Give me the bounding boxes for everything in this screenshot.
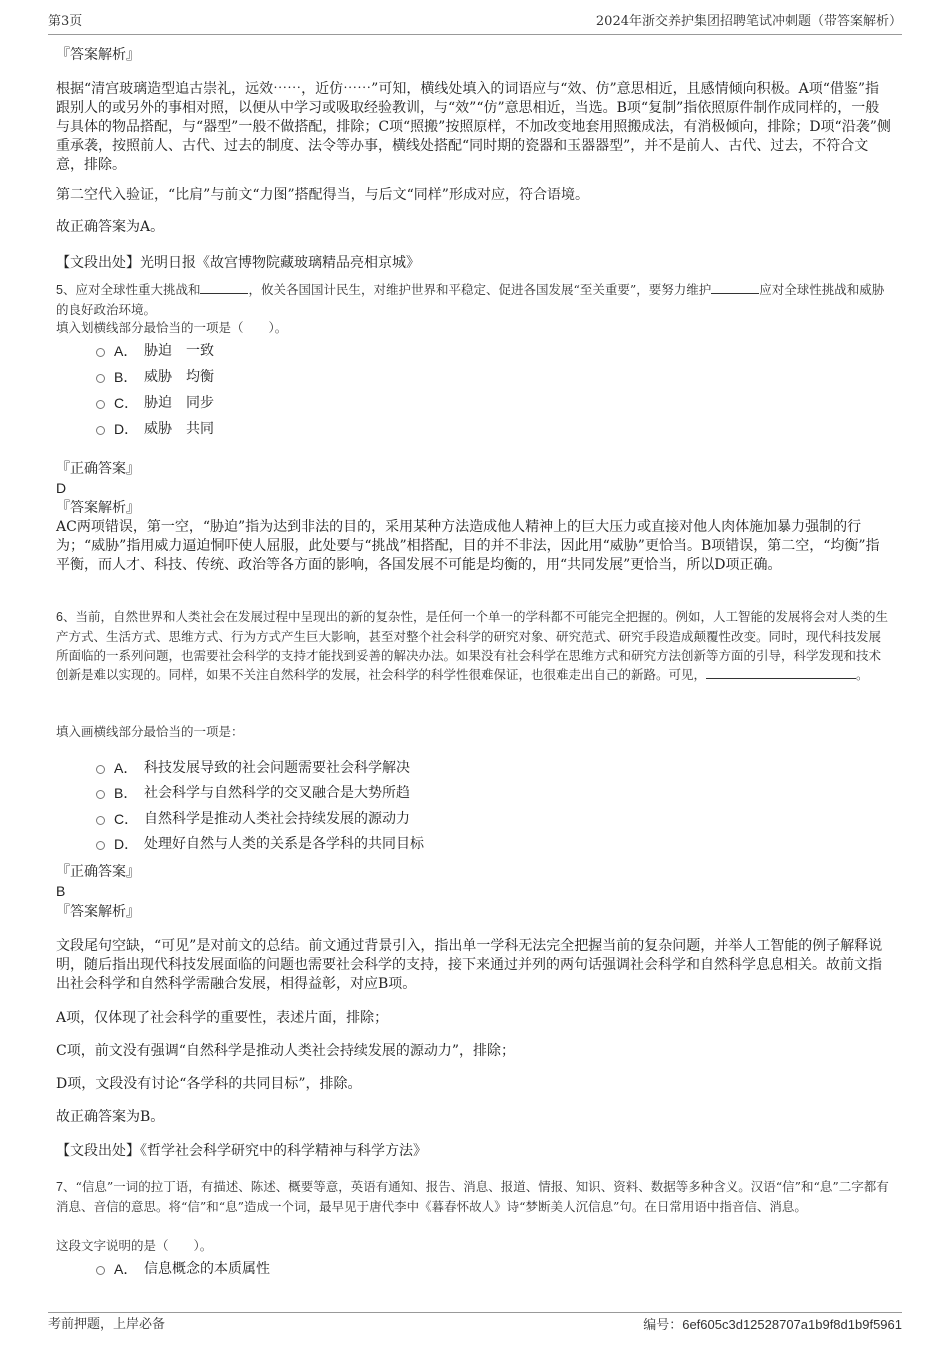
option-text: 胁迫 一致 (144, 343, 214, 359)
q7-stem (56, 1177, 892, 1216)
page-header (48, 12, 902, 35)
q6-analysis-paragraph-5: 故正确答案为B。 (56, 1109, 165, 1125)
option-letter: A． (114, 1261, 138, 1277)
option-letter: D． (114, 421, 139, 437)
option-text: 社会科学与自然科学的交叉融合是大势所趋 (144, 785, 410, 801)
option-letter: B． (114, 369, 138, 385)
q6-answer-heading: 『正确答案』 (56, 864, 140, 880)
footer-code-label: 编号： (643, 1318, 683, 1333)
radio-icon[interactable] (96, 1266, 105, 1275)
q7-number: 7、 (56, 1180, 76, 1194)
option-letter: C． (114, 811, 139, 827)
q4-analysis-paragraph-3: 故正确答案为A。 (56, 219, 165, 235)
q6-analysis-paragraph-3: C项，前文没有强调“自然科学是推动人类社会持续发展的源动力”，排除； (56, 1043, 516, 1059)
q6-option-a[interactable] (96, 758, 410, 778)
radio-icon[interactable] (96, 816, 105, 825)
radio-icon[interactable] (96, 841, 105, 850)
option-letter: A． (114, 343, 138, 359)
q6-number: 6、 (56, 610, 76, 624)
option-letter: A． (114, 760, 138, 776)
radio-icon[interactable] (96, 426, 105, 435)
q6-analysis-heading: 『答案解析』 (56, 904, 140, 920)
q7-stem-text: “信息”一词的拉丁语，有描述、陈述、概要等意，英语有通知、报告、消息、报道、情报、知识、资料、数据等多种含义。汉语“信”和“息”二字都有消息、音信的意思。将“信”和“息”造成一个词，最早见于唐代李中《暮春怀故人》诗“梦断美人沉信息”句。在日常用语中指音信、消息。 (56, 1179, 889, 1214)
option-text: 科技发展导致的社会问题需要社会科学解决 (144, 760, 410, 776)
document-title: 2024年浙交养护集团招聘笔试冲刺题（带答案解析） (595, 14, 902, 29)
q6-stem-text: 当前，自然世界和人类社会在发展过程中呈现出的新的复杂性，是任何一个单一的学科都不可能完全把握的。例如，人工智能的发展将会对人类的生产方式、生活方式、思维方式、行为方式产生巨大影响，甚至对整个社会科学的研究对象、研究范式、研究手段造成颠覆性改变。同时，现代科技发展所面临的一系列问题，也需要社会科学的支持才能找到妥善的解决办法。如果没有社会科学在思维方式和研究方法创新等方面的引导，科学发现和技术创新是难以实现的。同样，如果不关注自然科学的发展，社会科学的科学性很难保证，也很难走出自己的新路。可见， (56, 609, 888, 682)
option-letter: B． (114, 785, 138, 801)
q6-prompt: 填入画横线部分最恰当的一项是： (56, 724, 244, 739)
q5-number: 5、 (56, 283, 76, 297)
q6-analysis-paragraph-1: 文段尾句空缺，“可见”是对前文的总结。前文通过背景引入，指出单一学科无法完全把握当前的复杂问题，并举人工智能的例子解释说明，随后指出现代科技发展面临的问题也需要社会科学的支持，接下来通过并列的两句话强调社会科学和自然科学息息相关。故前文指出社会科学和自然科学需融合发展，相得益彰，对应B项。 (56, 938, 883, 992)
q6-option-d[interactable] (96, 834, 424, 854)
q6-source: 【文段出处】《哲学社会科学研究中的科学精神与科学方法》 (56, 1143, 427, 1159)
radio-icon[interactable] (96, 790, 105, 799)
q5-stem (56, 280, 892, 319)
q6-option-c[interactable] (96, 809, 410, 829)
q5-stem-part-2: ，攸关各国国计民生，对维护世界和平稳定、促进各国发展“至关重要”，要努力维护 (248, 282, 712, 297)
radio-icon[interactable] (96, 400, 105, 409)
radio-icon[interactable] (96, 765, 105, 774)
q7-option-a[interactable] (96, 1259, 270, 1279)
q5-option-d[interactable] (96, 419, 214, 439)
q4-analysis-paragraph-2: 第二空代入验证，“比肩”与前文“力图”搭配得当，与后文“同样”形成对应，符合语境。 (56, 187, 589, 203)
option-text: 胁迫 同步 (144, 395, 214, 411)
q5-stem-part-3: 应对全球性挑战和威胁的良好政治环境。 (56, 282, 885, 317)
q6-option-b[interactable] (96, 783, 410, 803)
footer-slogan: 考前押题，上岸必备 (48, 1317, 166, 1332)
page-number: 第3页 (48, 14, 83, 29)
q4-analysis-heading: 『答案解析』 (56, 47, 140, 63)
q4-analysis-paragraph-1: 根据“清宫玻璃造型追古崇礼，远效⋯⋯，近仿⋯⋯”可知，横线处填入的词语应与“效、仿”意思相近，且感情倾向积极。A项“借鉴”指跟别人的或另外的事相对照，以便从中学习或吸取经验教训，与“效”“仿”意思相近，当选。B项“复制”指依照原件制作成同样的，一般与具体的物品搭配，与“器型”一般不做搭配，排除；C项“照搬”按照原样，不加改变地套用照搬成法，有消极倾向，排除；D项“沿袭”侧重承袭，按照前人、古代、过去的制度、法令等办事，横线处搭配“同时期的瓷器和玉器器型”，并不是前人、古代、过去，不符合文意，排除。 (56, 81, 891, 173)
q6-answer: B (56, 883, 66, 899)
radio-icon[interactable] (96, 374, 105, 383)
option-text: 威胁 共同 (144, 421, 214, 437)
q5-blank-2[interactable] (711, 281, 759, 294)
q5-blank-1[interactable] (200, 281, 248, 294)
q5-option-b[interactable] (96, 367, 214, 387)
q5-prompt: 填入划横线部分最恰当的一项是（ ）。 (56, 320, 288, 335)
page-footer (48, 1312, 902, 1335)
q5-option-a[interactable] (96, 341, 214, 361)
option-text: 威胁 均衡 (144, 369, 214, 385)
radio-icon[interactable] (96, 348, 105, 357)
option-text: 自然科学是推动人类社会持续发展的源动力 (144, 811, 410, 827)
q5-analysis: AC两项错误，第一空，“胁迫”指为达到非法的目的，采用某种方法造成他人精神上的巨大压力或直接对他人肉体施加暴力强制的行为；“威胁”指用威力逼迫恫吓使人屈服，此处要与“挑战”相搭配，目的并不非法，因此用“威胁”更恰当。B项错误，第二空，“均衡”指平衡，而人才、科技、传统、政治等各方面的影响，各国发展不可能是均衡的，用“共同发展”更恰当，所以D项正确。 (56, 519, 880, 573)
footer-code-value: 6ef605c3d12528707a1b9f8d1b9f5961 (682, 1317, 902, 1332)
q5-answer-heading: 『正确答案』 (56, 461, 140, 477)
q6-stem (56, 607, 892, 684)
option-letter: C． (114, 395, 139, 411)
option-text: 信息概念的本质属性 (144, 1261, 270, 1277)
q6-blank[interactable] (706, 666, 856, 679)
q4-source: 【文段出处】光明日报《故宫博物院藏玻璃精品亮相京城》 (56, 255, 420, 271)
q6-analysis-paragraph-4: D项，文段没有讨论“各学科的共同目标”，排除。 (56, 1076, 362, 1092)
q6-stem-end: 。 (856, 667, 869, 682)
option-text: 处理好自然与人类的关系是各学科的共同目标 (144, 836, 424, 852)
q5-stem-part-1: 应对全球性重大挑战和 (75, 282, 201, 297)
q5-analysis-heading: 『答案解析』 (56, 500, 140, 516)
q7-prompt: 这段文字说明的是（ ）。 (56, 1238, 213, 1253)
footer-code (643, 1315, 902, 1336)
option-letter: D． (114, 836, 139, 852)
q6-analysis-paragraph-2: A项，仅体现了社会科学的重要性，表述片面，排除； (56, 1010, 389, 1026)
q5-answer: D (56, 480, 67, 496)
q5-option-c[interactable] (96, 393, 214, 413)
